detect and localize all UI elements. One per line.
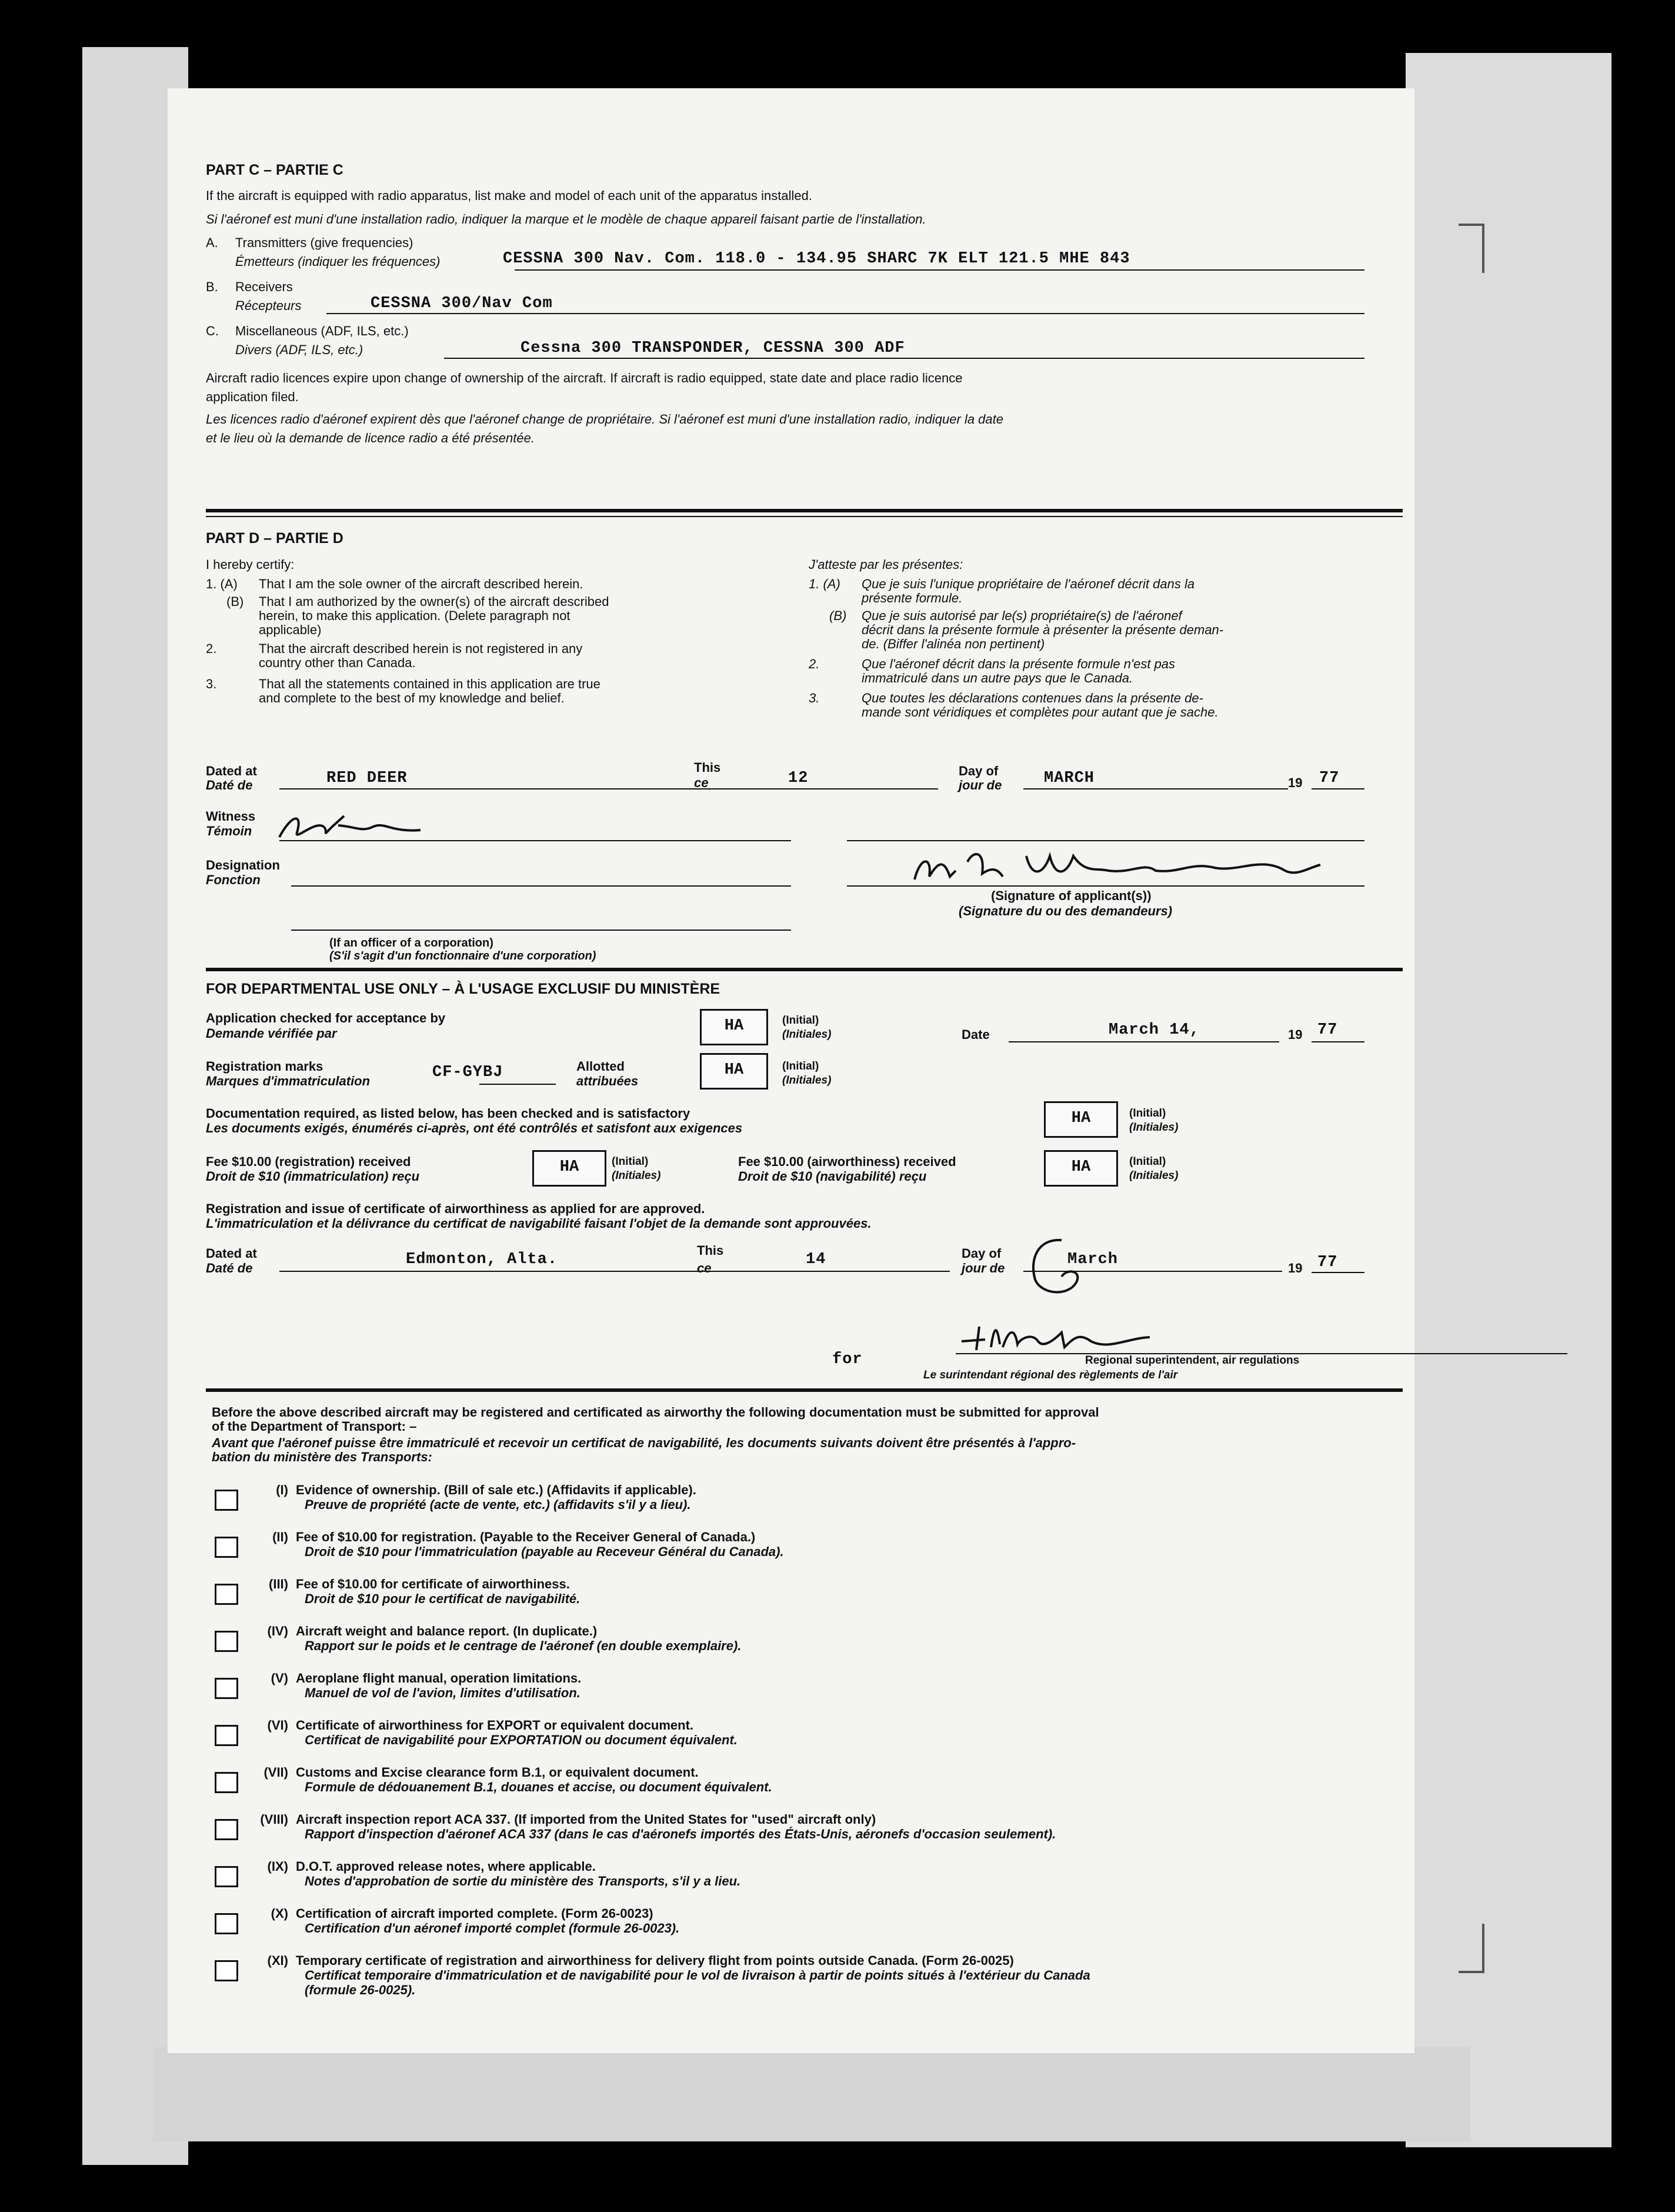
requirement-number: (III) bbox=[269, 1577, 288, 1591]
en-2-num: 2. bbox=[206, 641, 217, 656]
transmitters-line bbox=[515, 269, 1364, 271]
designation-fr: Fonction bbox=[206, 872, 261, 887]
day-of-fr: jour de bbox=[959, 778, 1002, 792]
dated-at-line bbox=[279, 788, 791, 789]
requirement-number: (X) bbox=[271, 1906, 288, 1921]
date-year-prefix: 19 bbox=[1288, 1027, 1303, 1042]
applicant-line-2 bbox=[847, 885, 1364, 887]
receivers-line bbox=[326, 313, 1364, 314]
requirement-text-en: Aeroplane flight manual, operation limitations. bbox=[296, 1671, 582, 1685]
dept-year-prefix: 19 bbox=[1288, 1261, 1303, 1275]
checked-en: Application checked for acceptance by bbox=[206, 1011, 446, 1025]
en-1a: That I am the sole owner of the aircraft described herein. bbox=[259, 577, 583, 591]
dept-year-line bbox=[1312, 1272, 1364, 1273]
en-3-1: That all the statements contained in this application are true bbox=[259, 677, 600, 691]
requirement-text-fr-cont: (formule 26-0025). bbox=[305, 1983, 416, 1997]
checked-fr: Demande vérifiée par bbox=[206, 1026, 337, 1041]
approved-fr: L'immatriculation et la délivrance du certificat de navigabilité faisant l'objet de la demande sont approuvées. bbox=[206, 1216, 872, 1231]
checked-initial-fr: (Initiales) bbox=[782, 1028, 832, 1041]
requirement-number: (IV) bbox=[267, 1624, 288, 1638]
en-3-2: and complete to the best of my knowledge and belief. bbox=[259, 691, 565, 705]
misc-label-fr: Divers (ADF, ILS, etc.) bbox=[235, 342, 363, 357]
section-divider-thin bbox=[206, 516, 1403, 517]
approved-en: Registration and issue of certificate of airworthiness as applied for are approved. bbox=[206, 1201, 705, 1216]
allotted-initial-en: (Initial) bbox=[782, 1060, 819, 1072]
reg-marks-fr: Marques d'immatriculation bbox=[206, 1074, 371, 1088]
fr-1b-3: de. (Biffer l'alinéa non pertinent) bbox=[862, 637, 1045, 651]
requirement-number: (I) bbox=[276, 1483, 288, 1497]
requirement-checkbox[interactable] bbox=[215, 1772, 238, 1793]
dept-month-value: March bbox=[1067, 1251, 1119, 1268]
signature-fr: (Signature du ou des demandeurs) bbox=[959, 904, 1173, 918]
fee-air-initials-box: HA bbox=[1044, 1150, 1118, 1187]
dept-day-line bbox=[732, 1271, 950, 1272]
requirement-text-en: D.O.T. approved release notes, where applicable. bbox=[296, 1859, 596, 1874]
en-1b-3: applicable) bbox=[259, 622, 322, 637]
frame-bracket-bottom-right bbox=[1459, 1924, 1484, 1973]
dept-month-line bbox=[1023, 1271, 1282, 1272]
fee-reg-fr: Droit de $10 (immatriculation) reçu bbox=[206, 1169, 420, 1184]
witness-signature bbox=[273, 809, 426, 844]
fr-3-num: 3. bbox=[809, 691, 820, 705]
licence-note-fr-1: Les licences radio d'aéronef expirent dès que l'aéronef change de propriétaire. Si l'aéronef est muni d'une installation radio, indiquer la date bbox=[206, 412, 1003, 427]
fr-1b-1: Que je suis autorisé par le(s) propriétaire(s) de l'aéronef bbox=[862, 608, 1182, 623]
part-c-title: PART C – PARTIE C bbox=[206, 162, 343, 178]
dept-day-of-fr: jour de bbox=[962, 1261, 1005, 1275]
fee-air-initial-en: (Initial) bbox=[1129, 1155, 1166, 1168]
fr-3-2: mande sont véridiques et complètes pour autant que je sache. bbox=[862, 705, 1219, 719]
month-value: MARCH bbox=[1044, 769, 1095, 787]
requirement-checkbox[interactable] bbox=[215, 1960, 238, 1981]
receivers-letter: B. bbox=[206, 279, 218, 294]
fr-1b-2: décrit dans la présente formule à présenter la présente deman- bbox=[862, 622, 1224, 637]
fee-air-fr: Droit de $10 (navigabilité) reçu bbox=[738, 1169, 927, 1184]
receivers-label-en: Receivers bbox=[235, 279, 293, 294]
witness-en: Witness bbox=[206, 809, 256, 824]
reg-marks-en: Registration marks bbox=[206, 1059, 323, 1074]
fee-reg-initial-fr: (Initiales) bbox=[612, 1170, 661, 1182]
allotted-en: Allotted bbox=[576, 1059, 625, 1074]
doc-initial-en: (Initial) bbox=[1129, 1107, 1166, 1120]
this-en: This bbox=[694, 760, 721, 775]
transmitters-letter: A. bbox=[206, 235, 218, 250]
en-2-2: country other than Canada. bbox=[259, 655, 416, 670]
month-line bbox=[1023, 788, 1288, 789]
signature-en: (Signature of applicant(s)) bbox=[991, 888, 1152, 903]
transmitters-label-en: Transmitters (give frequencies) bbox=[235, 235, 413, 250]
film-edge-right bbox=[1406, 53, 1611, 2147]
fee-air-initial-fr: (Initiales) bbox=[1129, 1170, 1179, 1182]
requirement-checkbox[interactable] bbox=[215, 1866, 238, 1887]
req-intro-en-1: Before the above described aircraft may be registered and certificated as airworthy the following documentation must be submitted for approval bbox=[212, 1405, 1099, 1420]
requirement-text-fr: Certification d'un aéronef importé complet (formule 26-0023). bbox=[305, 1921, 680, 1936]
en-1b-2: herein, to make this application. (Delete paragraph not bbox=[259, 608, 570, 623]
requirement-text-fr: Droit de $10 pour le certificat de navigabilité. bbox=[305, 1591, 580, 1606]
day-value: 12 bbox=[788, 769, 809, 787]
dept-dated-at-value: Edmonton, Alta. bbox=[406, 1251, 558, 1268]
doc-checked-en: Documentation required, as listed below, has been checked and is satisfactory bbox=[206, 1106, 690, 1121]
requirement-checkbox[interactable] bbox=[215, 1631, 238, 1652]
requirement-text-en: Temporary certificate of registration and airworthiness for delivery flight from points outside Canada. (Form 26-0025) bbox=[296, 1953, 1014, 1968]
req-intro-fr-2: bation du ministère des Transports: bbox=[212, 1450, 432, 1464]
dept-divider bbox=[206, 968, 1403, 971]
applicant-signature bbox=[909, 844, 1367, 891]
receivers-value: CESSNA 300/Nav Com bbox=[371, 295, 553, 312]
fr-3-1: Que toutes les déclarations contenues dans la présente de- bbox=[862, 691, 1203, 705]
fr-2-num: 2. bbox=[809, 657, 820, 671]
reg-marks-line bbox=[479, 1084, 556, 1085]
transmitters-value: CESSNA 300 Nav. Com. 118.0 - 134.95 SHARC 7K ELT 121.5 MHE 843 bbox=[503, 250, 1130, 268]
officer-fr: (S'il s'agit d'un fonctionnaire d'une corporation) bbox=[329, 950, 596, 962]
date-year: 77 bbox=[1317, 1021, 1338, 1039]
receivers-label-fr: Récepteurs bbox=[235, 298, 302, 313]
requirement-text-en: Aircraft inspection report ACA 337. (If imported from the United States for "used" aircraft only) bbox=[296, 1812, 876, 1827]
checked-initial-en: (Initial) bbox=[782, 1014, 819, 1027]
allotted-initials-box: HA bbox=[700, 1053, 768, 1090]
year-value: 77 bbox=[1319, 769, 1340, 787]
fr-2-1: Que l'aéronef décrit dans la présente formule n'est pas bbox=[862, 657, 1176, 671]
requirement-checkbox[interactable] bbox=[215, 1490, 238, 1511]
licence-note-en-1: Aircraft radio licences expire upon change of ownership of the aircraft. If aircraft is radio equipped, state date and place radio licence bbox=[206, 371, 963, 385]
requirement-checkbox[interactable] bbox=[215, 1678, 238, 1699]
req-intro-fr-1: Avant que l'aéronef puisse être immatriculé et recevoir un certificat de navigabilité, les documents suivants doivent être présentés à l'appro- bbox=[212, 1435, 1076, 1450]
certify-fr: J'atteste par les présentes: bbox=[809, 557, 963, 572]
reg-marks-value: CF-GYBJ bbox=[432, 1064, 503, 1081]
requirement-text-fr: Certificat de navigabilité pour EXPORTATION ou document équivalent. bbox=[305, 1733, 738, 1747]
doc-checked-fr: Les documents exigés, énumérés ci-après, ont été contrôlés et satisfont aux exigences bbox=[206, 1121, 743, 1135]
frame-bracket-top-right bbox=[1459, 224, 1484, 273]
dept-day-of-en: Day of bbox=[962, 1246, 1002, 1261]
misc-label-en: Miscellaneous (ADF, ILS, etc.) bbox=[235, 324, 409, 338]
dept-dated-at-line bbox=[279, 1271, 791, 1272]
officer-line bbox=[291, 930, 791, 931]
allotted-initial-fr: (Initiales) bbox=[782, 1074, 832, 1087]
misc-letter: C. bbox=[206, 324, 219, 338]
date-line bbox=[1009, 1041, 1279, 1042]
witness-line bbox=[279, 840, 791, 841]
fee-reg-initial-en: (Initial) bbox=[612, 1155, 649, 1168]
fee-reg-initials-box: HA bbox=[532, 1150, 606, 1187]
requirement-checkbox[interactable] bbox=[215, 1537, 238, 1558]
requirement-text-fr: Rapport d'inspection d'aéronef ACA 337 (dans le cas d'aéronefs importés des États-Unis, aéronefs d'occasion seulement). bbox=[305, 1827, 1056, 1841]
section-divider bbox=[206, 509, 1403, 512]
requirement-text-en: Fee of $10.00 for certificate of airworthiness. bbox=[296, 1577, 570, 1591]
dept-dated-at-en: Dated at bbox=[206, 1246, 257, 1261]
requirement-text-en: Customs and Excise clearance form B.1, or equivalent document. bbox=[296, 1765, 699, 1780]
dept-year-value: 77 bbox=[1317, 1254, 1338, 1271]
fr-1a-1: Que je suis l'unique propriétaire de l'aéronef décrit dans la bbox=[862, 577, 1195, 591]
requirement-number: (XI) bbox=[267, 1953, 288, 1968]
misc-line bbox=[444, 358, 1364, 359]
film-edge-bottom bbox=[153, 2047, 1470, 2141]
part-c-intro-en: If the aircraft is equipped with radio apparatus, list make and model of each unit of the apparatus installed. bbox=[206, 188, 812, 203]
requirement-text-fr: Rapport sur le poids et le centrage de l'aéronef (en double exemplaire). bbox=[305, 1638, 742, 1653]
allotted-fr: attribuées bbox=[576, 1074, 639, 1088]
application-form-page bbox=[168, 88, 1414, 2053]
designation-line bbox=[291, 885, 791, 887]
requirement-text-en: Evidence of ownership. (Bill of sale etc.) (Affidavits if applicable). bbox=[296, 1483, 696, 1497]
requirement-number: (V) bbox=[271, 1671, 288, 1685]
dept-dated-at-fr: Daté de bbox=[206, 1261, 253, 1275]
en-3-num: 3. bbox=[206, 677, 217, 691]
requirement-number: (VIII) bbox=[260, 1812, 288, 1827]
certify-en: I hereby certify: bbox=[206, 557, 295, 572]
req-intro-en-2: of the Department of Transport: – bbox=[212, 1419, 417, 1434]
requirement-text-en: Fee of $10.00 for registration. (Payable to the Receiver General of Canada.) bbox=[296, 1530, 756, 1544]
doc-initial-fr: (Initiales) bbox=[1129, 1121, 1179, 1134]
requirement-text-en: Certificate of airworthiness for EXPORT or equivalent document. bbox=[296, 1718, 694, 1733]
applicant-line-1 bbox=[847, 840, 1364, 841]
fr-1a-2: présente formule. bbox=[862, 591, 963, 605]
transmitters-label-fr: Émetteurs (indiquer les fréquences) bbox=[235, 254, 441, 269]
day-line bbox=[732, 788, 938, 789]
designation-en: Designation bbox=[206, 858, 280, 872]
en-1b-1: That I am authorized by the owner(s) of the aircraft described bbox=[259, 594, 609, 609]
fee-reg-en: Fee $10.00 (registration) received bbox=[206, 1154, 411, 1169]
date-value: March 14, bbox=[1109, 1021, 1200, 1039]
licence-note-fr-2: et le lieu où la demande de licence radio a été présentée. bbox=[206, 431, 535, 445]
part-c-intro-fr: Si l'aéronef est muni d'une installation radio, indiquer la marque et le modèle de chaque appareil faisant partie de l'installation. bbox=[206, 212, 926, 226]
checked-initials-box: HA bbox=[700, 1009, 768, 1045]
requirement-number: (IX) bbox=[267, 1859, 288, 1874]
requirement-text-en: Aircraft weight and balance report. (In duplicate.) bbox=[296, 1624, 598, 1638]
dated-at-en: Dated at bbox=[206, 764, 257, 778]
date-year-line bbox=[1312, 1041, 1364, 1042]
dept-this-fr: ce bbox=[697, 1261, 712, 1275]
requirement-text-fr: Droit de $10 pour l'immatriculation (payable au Receveur Général du Canada). bbox=[305, 1544, 784, 1559]
requirement-checkbox[interactable] bbox=[215, 1913, 238, 1934]
fr-1b-num: (B) bbox=[829, 608, 847, 623]
dept-day-value: 14 bbox=[806, 1251, 826, 1268]
requirement-checkbox[interactable] bbox=[215, 1819, 238, 1840]
requirement-checkbox[interactable] bbox=[215, 1584, 238, 1605]
requirement-text-fr: Certificat temporaire d'immatriculation et de navigabilité pour le vol de livraison à partir de points situés à l'extérieur du Canada bbox=[305, 1968, 1090, 1983]
fee-air-en: Fee $10.00 (airworthiness) received bbox=[738, 1154, 956, 1169]
witness-fr: Témoin bbox=[206, 824, 252, 838]
dated-at-fr: Daté de bbox=[206, 778, 253, 792]
en-1b-num: (B) bbox=[226, 594, 244, 609]
superintendent-fr: Le surintendant régional des règlements de l'air bbox=[923, 1369, 1178, 1381]
requirement-text-fr: Manuel de vol de l'avion, limites d'utilisation. bbox=[305, 1685, 580, 1700]
month-circle-mark bbox=[1026, 1235, 1091, 1300]
requirement-text-fr: Formule de dédouanement B.1, douanes et accise, ou document équivalent. bbox=[305, 1780, 772, 1794]
this-fr: ce bbox=[694, 775, 709, 790]
year-line bbox=[1312, 788, 1364, 789]
dated-at-value: RED DEER bbox=[326, 769, 408, 787]
requirement-number: (VII) bbox=[263, 1765, 288, 1780]
requirement-text-en: Certification of aircraft imported complete. (Form 26-0023) bbox=[296, 1906, 653, 1921]
requirements-divider bbox=[206, 1388, 1403, 1392]
superintendent-signature bbox=[956, 1315, 1191, 1356]
year-prefix: 19 bbox=[1288, 775, 1303, 790]
fr-2-2: immatriculé dans un autre pays que le Canada. bbox=[862, 671, 1133, 685]
officer-en: (If an officer of a corporation) bbox=[329, 937, 493, 950]
en-1a-num: 1. (A) bbox=[206, 577, 238, 591]
superintendent-en: Regional superintendent, air regulations bbox=[1085, 1354, 1300, 1367]
date-label: Date bbox=[962, 1027, 990, 1042]
doc-initials-box: HA bbox=[1044, 1101, 1118, 1138]
for-text: for bbox=[832, 1351, 863, 1368]
dept-title: FOR DEPARTMENTAL USE ONLY – À L'USAGE EXCLUSIF DU MINISTÈRE bbox=[206, 981, 720, 997]
en-2-1: That the aircraft described herein is not registered in any bbox=[259, 641, 583, 656]
dept-this-en: This bbox=[697, 1243, 724, 1258]
part-d-title: PART D – PARTIE D bbox=[206, 530, 343, 547]
requirement-checkbox[interactable] bbox=[215, 1725, 238, 1746]
requirement-number: (VI) bbox=[267, 1718, 288, 1733]
misc-value: Cessna 300 TRANSPONDER, CESSNA 300 ADF bbox=[520, 339, 905, 357]
fr-1a-num: 1. (A) bbox=[809, 577, 840, 591]
requirement-number: (II) bbox=[272, 1530, 288, 1544]
day-of-en: Day of bbox=[959, 764, 999, 778]
licence-note-en-2: application filed. bbox=[206, 389, 299, 404]
requirement-text-fr: Preuve de propriété (acte de vente, etc.) (affidavits s'il y a lieu). bbox=[305, 1497, 691, 1512]
requirement-text-fr: Notes d'approbation de sortie du ministère des Transports, s'il y a lieu. bbox=[305, 1874, 741, 1888]
